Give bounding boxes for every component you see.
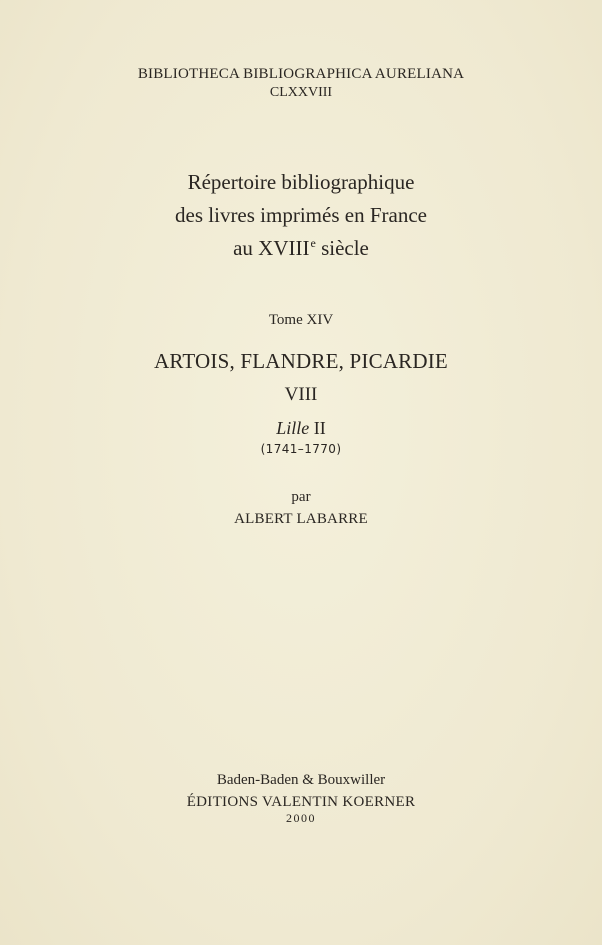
imprint-publisher: ÉDITIONS VALENTIN KOERNER <box>186 794 416 810</box>
by-label: par <box>291 489 311 505</box>
title-line-2: des livres imprimés en France <box>175 203 427 227</box>
title-line-3-prefix: au XVIII <box>233 236 310 260</box>
series-number: CLXXVIII <box>269 85 333 100</box>
title-line-3 <box>0 237 602 259</box>
date-range: (1741–1770) <box>260 442 342 456</box>
tome-number: Tome XIV <box>268 312 334 328</box>
title-line-3-suffix: siècle <box>315 236 369 260</box>
title-line-1: Répertoire bibliographique <box>187 170 415 194</box>
subtitle-part: II <box>313 418 326 438</box>
imprint-year: 2000 <box>286 811 316 825</box>
volume-number: VIII <box>284 384 318 405</box>
region-title: ARTOIS, FLANDRE, PICARDIE <box>154 349 448 373</box>
subtitle <box>0 419 602 437</box>
subtitle-city: Lille <box>276 418 310 438</box>
imprint-place: Baden-Baden & Bouxwiller <box>216 772 386 788</box>
series-name: BIBLIOTHECA BIBLIOGRAPHICA AURELIANA <box>137 66 465 82</box>
title-superscript: e <box>310 236 316 250</box>
author-name: ALBERT LABARRE <box>234 511 368 527</box>
